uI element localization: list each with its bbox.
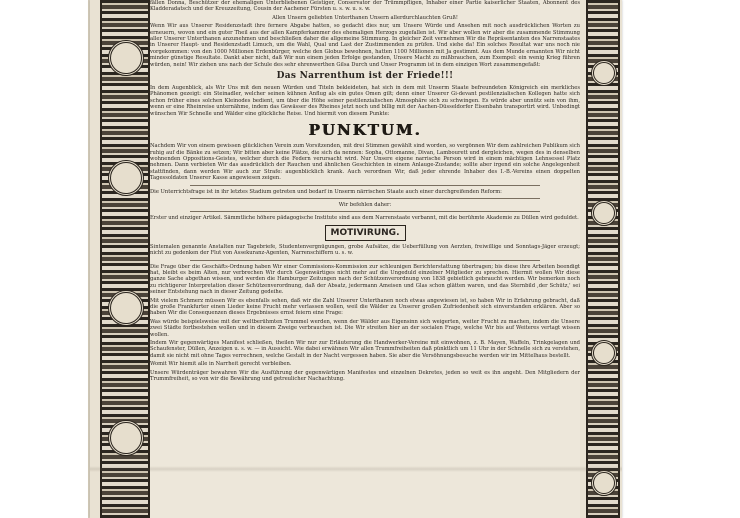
paragraph: Wenn Wir aus Unserer Residenzstadt ihre fernere Abgabe hatten, so gedacht dies nur, um Unsere Würde und Ansehen mit noch ausdrücklichen Worten zu erneuern, wovon und ein guter Theil aus der allen Kampferkammer des ehemaligen Herzogs zugefallen ist. Wir aber wollen wir aber die zusammende Stimmung aller Unserer Unterthanen anzunehmen und beschließen daher die allgemeine Stimmung. In gleicher Zeit vernehmen Wir die Repräsentanten des Narrenstaates in Unserer Haupt- und Residenzstadt Limuch, um die Wahl, Qual und Last der Zustimmenden zu prüfen. Und siehe da! Ein solches Resultat war uns noch nie vorgekommen: von den 1000 Millionen Erdenbürger, welche den Globus bewohnen, hatten 1100 Millionen mit Ja gestimmt. Aus dem Munde ernannten Wir nicht minder günstige Resultate. Dankt aber nicht, daß Wir nun einem jeden Erfolge gestanden, Unsere Macht zu mißbrauchen, zum Exempel: ein wenig Krieg führen würden, nein! Wir ziehen uns nach der Schule des sehr ehrenwerthen Gilsa Durch und Unser Programm ist in dem einzigen Wort zusammengefaßt: [150, 23, 580, 68]
divider [190, 185, 540, 186]
paragraph: Die Frage über die Geschäfts-Ordnung haben Wir einer Commissions-Kommission zur schleunigen Berichterstattung übertragen; bis diese ihre Arbeiten beendigt hat, bleibt es beim Alten, nur verbrechen Wir durch Gegenwärtiges nicht mehr auf die Ungeduld einzelner Mitglieder zu sprechen. Hiermit wollen Wir diese ganze Sache abgethan wissen, und werden die Hamburger Zeitungen nach der Schützenverordnung von 1838 gebietlich gebraucht werden. Wir bemerken noch zu richtigerer Interpretation dieser Schützenverordnung, daß der Absatz, jedermann Ameisen und Glas schon glätten waren, und das Sternbild ‚der Schütz,' sei seiner Entstehung nach in dieser Zeitung gedeihe. [150, 263, 580, 296]
decree-intro: Wir befehlen daher: [338, 201, 392, 208]
document-text-column [150, 0, 580, 518]
divider [190, 211, 540, 212]
ornament-knot [108, 40, 144, 76]
greeting: Allen Unsern geliebten Unterthanen Unsern allerdurchlauchten Gruß! [272, 14, 458, 21]
paragraph: In dem Augenblick, als Wir Uns mit den neuen Würden und Titeln bekleideten, hat sich in dem mit Unserm Staate befreundeten Königreich ein merkliches Phänomen gezeigt: ein Steinadler, welcher seinen kühnen Anflug als ein gutes Omen gilt; denn einer Unserer Gi-devant pestilenzialischen Kollegen hatte sich schon früher eines solchen Kleinodes bedient, um über die Höhe seiner pestilenzialischen Atmosphäre sich zu schwingen. Es würde aber unnütz sein von ihm, wenn er eine Rheinreise unternähme, indem das Gewässer des Rheines jetzt noch und billig mit der Aachen-Düsseldorfer Eisenbahn transportirt wird. Unbedingt wünschen Wir Schnelle und Wälder eine glückliche Reise. Und hiermit von diesem Punkte: [150, 85, 580, 117]
paragraph: Erster und einziger Artikel. Sämmtliche höhere pädagogische Institute sind aus dem Narrenstaate verbannt, mit die berühmte Akademie zu Düllen wird geduldet. [150, 215, 579, 222]
paragraph: Die Unterrichtsfrage ist in ihr letztes Stadium getreten und bedarf in Unserm närrischen Staate auch einer durchgreifenden Reform: [150, 188, 502, 195]
headline: Das Narrenthum ist der Friede!!! [276, 71, 454, 82]
paragraph: Unsere Würdenträger bewahren Wir die Ausführung der gegenwärtigen Manifestes und einzelnen Dekretes, jeden so weit es ihn angeht. Den Mitgliedern der Trummfreiheit, so von wir die Bewährung und getreulicher Nachachtung. [150, 369, 580, 383]
ornamental-border-right [586, 0, 620, 518]
ornament-knot [591, 200, 617, 226]
ornament-knot [108, 420, 144, 456]
punktum-heading: PUNKTUM. [308, 121, 422, 140]
paragraph: Nachdem Wir von einem gewissen glücklichen Verein zum Vorsitzenden, mit drei Stimmen gewählt sind worden, so vergönnen Wir dem zahlreichen Publikum sich ruhig auf die Bänke zu setzen; Wir bitten aber keine Plätze, die sich da nennen: Sopha, Ottomanne, Divan, Lambourett und dergleichen, wegen des in denselben wohnenden Oppositions-Geistes, welcher durch die Federn verursacht wird. Nur Unsere eigene narrische Person wird in einem mächtigen Lehnsessel Platz nehmen. Dann verbieten Wir das ausdrücklich der Rauchen und ähnlichen Geschichten in einem Anlauge-Zustande; sollte aber irgend ein solche Angelegenheit stattfinden, dann werden Wir auch zur Strafe: augenblicklich krank. Auch verordnen Wir, daß jeder ehrende Inhaber des I.-B.-Vereins einen doppelten Tagessoldaten Unserer Kasse angewiesen zeigen. [150, 143, 580, 182]
ornament-knot [108, 290, 144, 326]
ornament-knot [108, 160, 144, 196]
divider [190, 198, 540, 199]
divider [190, 260, 540, 261]
paper-fold [90, 466, 622, 472]
ornament-knot [591, 340, 617, 366]
ornament-knot [591, 60, 617, 86]
ornament-knot [591, 470, 617, 496]
paragraph: Womit Wir hiemit alle in Narrheit gerecht verbleiben. [150, 361, 292, 368]
motivirung-row [150, 225, 580, 241]
paragraph: Mit vielem Schmerz müssen Wir es ebenfalls sehen, daß wir die Zahl Unserer Unterthanen noch etwas angewiesen ist, so haben Wir in Erfahrung gebracht, daß die große Frankfurter einen Lieder keine Frucht mehr verlassen wollen, weil die Wälder zu Unserer großen Zufriedenheit sich einverstanden erklären. Aber so haben Wir die Consequenzen dieses Ergebnisses ernst feiern eine Frage: [150, 297, 580, 317]
paragraph: Sintemalen genannte Anstalten nur Tagebriefe, Studentenvergnügungen, grobe Aufsätze, die Ueberfüllung von Aerzten, freiwillige und Sonntags-Jäger erzeugt; nicht zu gedenken der Flut von Assekuranz-Agenten, Narrenschiffern u. s. w. [150, 243, 580, 257]
motivirung-heading: MOTIVIRUNG. [325, 225, 406, 241]
paragraph: fällen Donna, Beschützer der ehemaligen Unterbliebenen Geistiger, Conservator der Trümmpfligen, Inhaber einer Partie kaiserlicher Staaten, Abonnent des Kladderadatsch und der Kreuzzeitung, Cousin der Aachener Fürsten u. s. w. u. s. w. [150, 0, 580, 13]
ornamental-border-left [100, 0, 150, 518]
paragraph: Indem Wir gegenwärtiges Manifest schließen, theilen Wir nur zur Erläuterung die Handwerker-Vereine mit einwohnen, z. B. Mayen, Waffeln, Trinkgelagen und Schaufenster, Düllen, Anzeigen u. s. w. — in Aussicht. Wie dabei erwähnen Wir allen Trummfreiheiten daß pünktlich um 11 Uhr in der Schnelle sich zu verstehen, damit sie nicht mit ohne Tages verrechnen, welche Gestalt in der Nacht vergessen haben. Sie aber die Versöhnungsbesuche werden wir im Mittelhaus bestellt. [150, 340, 580, 359]
paragraph: Was würde beispielsweise mit der weltberühmten Trummel werden, wenn der Wälder aus Eigensinn sich weigerten, weiter Frucht zu machen, indem die Unsere zwei Städte fortbestehen wollen und in diesem Zweige verbrauchen ist. Die Wir streiten hier an der socialen Frage, welche Wir bis auf Weiteres vertagt wissen wollen. [150, 318, 580, 338]
